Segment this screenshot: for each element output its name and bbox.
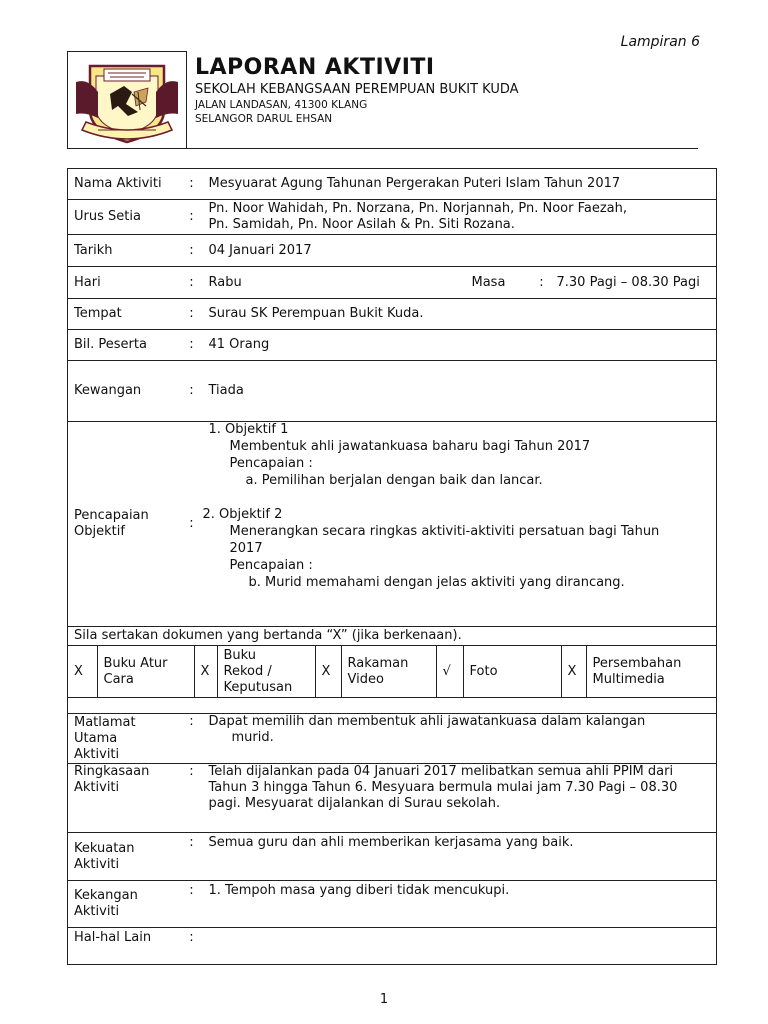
dokumen-label-persembahan-multimedia [586, 646, 717, 697]
school-crest-icon [68, 52, 186, 148]
value-nama-aktiviti: Mesyuarat Agung Tahunan Pergerakan Puteri Islam Tahun 2017 [203, 169, 717, 200]
row-dokumen-instruction [68, 627, 717, 646]
row-kekangan [68, 881, 717, 928]
row-spacer [68, 698, 717, 714]
spacer-cell [68, 698, 717, 714]
label-line: Aktiviti [74, 746, 120, 762]
label-nama-aktiviti: Nama Aktiviti [68, 169, 181, 200]
dokumen-mark-checkbox[interactable]: X [561, 646, 586, 697]
school-address-line2: SELANGOR DARUL EHSAN [195, 113, 333, 125]
label-line: Matlamat [74, 714, 136, 730]
value-urus-setia-line1: Pn. Noor Wahidah, Pn. Norzana, Pn. Norjannah, Pn. Noor Faezah, [208, 201, 627, 216]
label-bil-peserta: Bil. Peserta [68, 330, 181, 361]
value-kewangan: Tiada [203, 361, 717, 422]
objektif-1-desc: Membentuk ahli jawatankuasa baharu bagi Tahun 2017 [229, 439, 591, 454]
label-pencapaian-line1: Pencapaian [74, 508, 149, 523]
objektif-1-item: a. Pemilihan berjalan dengan baik dan lancar. [245, 473, 543, 488]
dokumen-label-line: Keputusan [223, 679, 293, 695]
colon: : [181, 881, 203, 928]
row-kekuatan [68, 833, 717, 881]
value-matlamat [203, 714, 717, 764]
label-kekangan [68, 881, 181, 928]
row-hari [68, 267, 717, 299]
dokumen-label-line: Buku [223, 647, 257, 663]
objektif-2-pencapaian: Pencapaian : [229, 558, 313, 573]
value-hari: Rabu [203, 267, 466, 299]
colon: : [181, 267, 203, 299]
row-pencapaian-objektif [68, 422, 717, 627]
label-ringkasan [68, 764, 181, 833]
report-table [67, 168, 717, 965]
objektif-2-item: b. Murid memahami dengan jelas aktiviti yang dirancang. [248, 575, 625, 590]
objektif-2-desc-line1: Menerangkan secara ringkas aktiviti-aktiviti persatuan bagi Tahun [229, 524, 660, 539]
label-line: Ringkasaan [74, 764, 150, 779]
report-title: LAPORAN AKTIVITI [195, 55, 435, 80]
value-tempat: Surau SK Perempuan Bukit Kuda. [203, 299, 717, 330]
colon: : [181, 235, 203, 267]
value-kekangan: 1. Tempoh masa yang diberi tidak mencukupi. [203, 881, 717, 928]
row-hal-lain [68, 928, 717, 965]
colon: : [181, 299, 203, 330]
dokumen-instruction: Sila sertakan dokumen yang bertanda “X” (jika berkenaan). [68, 627, 717, 646]
value-line: Dapat memilih dan membentuk ahli jawatankuasa dalam kalangan [208, 714, 646, 729]
label-matlamat [68, 714, 181, 764]
dokumen-label-line: Persembahan [592, 655, 682, 671]
label-tempat: Tempat [68, 299, 181, 330]
row-urus-setia [68, 200, 717, 235]
dokumen-label-rakaman-video [341, 646, 436, 697]
label-kewangan: Kewangan [68, 361, 181, 422]
colon: : [533, 267, 551, 299]
value-hal-lain [203, 928, 717, 965]
lampiran-label: Lampiran 6 [620, 34, 700, 50]
colon: : [181, 764, 203, 833]
label-line: Aktiviti [74, 904, 120, 919]
label-line: Aktiviti [74, 856, 120, 872]
colon: : [181, 714, 203, 764]
page-number: 1 [379, 992, 389, 1007]
label-line: Kekangan [74, 888, 138, 903]
row-matlamat [68, 714, 717, 764]
colon: : [181, 361, 203, 422]
dokumen-mark-checkbox[interactable]: X [194, 646, 217, 697]
logo-frame [67, 51, 187, 149]
value-urus-setia [203, 200, 717, 235]
school-address-line1: JALAN LANDASAN, 41300 KLANG [195, 99, 368, 111]
dokumen-mark-checkbox[interactable]: X [315, 646, 341, 697]
label-tarikh: Tarikh [68, 235, 181, 267]
value-bil-peserta: 41 Orang [203, 330, 717, 361]
value-line: pagi. Mesyuarat dijalankan di Surau sekolah. [208, 796, 501, 811]
row-ringkasan [68, 764, 717, 833]
row-tempat [68, 299, 717, 330]
dokumen-label-line: Foto [469, 663, 498, 679]
dokumen-label-line: Rakaman [347, 655, 409, 671]
dokumen-label-line: Multimedia [592, 671, 665, 687]
objektif-2-title: 2. Objektif 2 [202, 507, 283, 522]
colon: : [181, 200, 203, 235]
value-ringkasan [203, 764, 717, 833]
dokumen-label-line: Cara [103, 671, 134, 687]
dokumen-label-buku-rekod [217, 646, 315, 697]
dokumen-label-line: Buku Atur [103, 655, 168, 671]
dokumen-table [68, 646, 717, 697]
row-tarikh [68, 235, 717, 267]
label-line: Aktiviti [74, 780, 120, 795]
school-name: SEKOLAH KEBANGSAAN PEREMPUAN BUKIT KUDA [195, 82, 519, 97]
dokumen-label-buku-atur-cara [97, 646, 194, 697]
row-dokumen [68, 646, 717, 698]
report-header [67, 51, 698, 149]
label-hal-lain: Hal-hal Lain [68, 928, 181, 965]
label-pencapaian-objektif [68, 422, 181, 627]
label-kekuatan [68, 833, 181, 881]
colon: : [181, 422, 203, 627]
label-line: Utama [74, 730, 118, 746]
dokumen-label-foto [463, 646, 561, 697]
value-line: Telah dijalankan pada 04 Januari 2017 melibatkan semua ahli PPIM dari [208, 764, 674, 779]
dokumen-cell [68, 646, 717, 698]
colon: : [181, 330, 203, 361]
value-masa: 7.30 Pagi – 08.30 Pagi [551, 267, 717, 299]
objektif-2-desc-line2: 2017 [229, 541, 263, 556]
value-pencapaian-objektif [203, 422, 717, 627]
objektif-1-title: 1. Objektif 1 [208, 422, 289, 437]
colon: : [181, 928, 203, 965]
label-urus-setia: Urus Setia [68, 200, 181, 235]
value-line: Tahun 3 hingga Tahun 6. Mesyuara bermula mulai jam 7.30 Pagi – 08.30 [208, 780, 678, 795]
label-pencapaian-line2: Objektif [74, 524, 125, 539]
value-tarikh: 04 Januari 2017 [203, 235, 717, 267]
row-nama-aktiviti [68, 169, 717, 200]
value-kekuatan: Semua guru dan ahli memberikan kerjasama yang baik. [203, 833, 717, 881]
label-line: Kekuatan [74, 840, 135, 856]
colon: : [181, 833, 203, 881]
row-bil-peserta [68, 330, 717, 361]
dokumen-mark-checkbox[interactable]: √ [436, 646, 463, 697]
objektif-1-pencapaian: Pencapaian : [229, 456, 313, 471]
colon: : [181, 169, 203, 200]
value-line: murid. [231, 730, 274, 745]
value-urus-setia-line2: Pn. Samidah, Pn. Noor Asilah & Pn. Siti Rozana. [208, 217, 515, 232]
label-hari: Hari [68, 267, 181, 299]
dokumen-label-line: Video [347, 671, 384, 687]
dokumen-label-line: Rekod / [223, 663, 272, 679]
row-kewangan [68, 361, 717, 422]
header-rule [187, 148, 698, 149]
dokumen-mark-checkbox[interactable]: X [68, 646, 97, 697]
label-masa: Masa [466, 267, 533, 299]
